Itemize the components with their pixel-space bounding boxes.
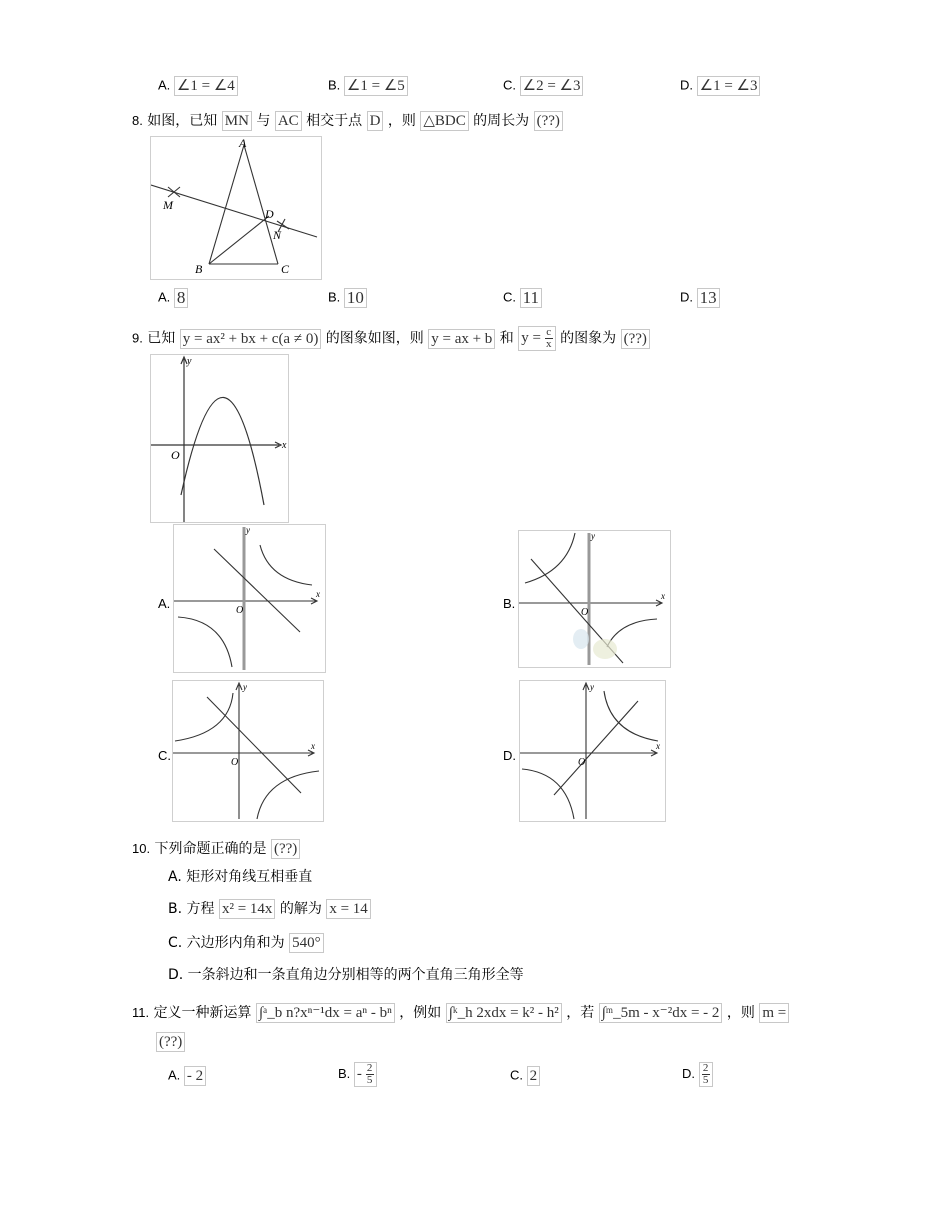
q11-stem: [132, 1002, 789, 1023]
math-expression: ∠1 = ∠3: [697, 76, 761, 96]
x-axis-label: x: [282, 440, 287, 451]
y-axis-label: y: [591, 531, 595, 541]
denominator: 5: [366, 1074, 373, 1086]
stem-text: 的图象如图，则: [325, 330, 424, 347]
stem-text: 与: [256, 113, 271, 129]
option-value: 10: [344, 288, 367, 308]
q9-option-b-graph[interactable]: [518, 530, 671, 668]
origin-label: O: [231, 757, 239, 768]
q10-option-c[interactable]: [168, 932, 324, 953]
answer-blank: (??): [534, 111, 563, 131]
y-axis-label: y: [187, 356, 192, 367]
point-n-label: N: [273, 228, 282, 242]
point-d-label: D: [265, 207, 274, 221]
y-axis-label: y: [243, 682, 247, 692]
math-expression: ∫ᵐ_5m - x⁻²dx = - 2: [599, 1003, 723, 1023]
origin-label: O: [171, 448, 180, 462]
origin-label: O: [581, 607, 589, 618]
math-expression: MN: [222, 111, 252, 131]
q8-option-c[interactable]: [503, 288, 542, 308]
q11-option-d[interactable]: [682, 1062, 713, 1087]
fraction: [702, 1063, 710, 1086]
math-expression: ∠1 = ∠4: [174, 76, 238, 96]
y-axis-label: y: [246, 525, 250, 535]
stem-text: 定义一种新运算: [153, 1005, 252, 1021]
option-letter: B.: [328, 77, 341, 93]
stem-text: ，例如: [399, 1005, 442, 1021]
q9-option-d-letter[interactable]: D.: [503, 748, 516, 763]
q11-option-c[interactable]: [510, 1066, 540, 1086]
option-letter: A.: [158, 289, 171, 305]
math-expression: m =: [759, 1003, 789, 1023]
question-number: 8.: [132, 113, 143, 128]
q10-option-d[interactable]: D. 一条斜边和一条直角边分别相等的两个直角三角形全等: [168, 967, 524, 983]
stem-text: 如图，已知: [147, 113, 218, 129]
option-letter: A.: [158, 77, 171, 93]
q11-option-b[interactable]: [338, 1062, 377, 1087]
answer-blank: (??): [271, 839, 300, 859]
option-letter: B.: [328, 289, 341, 305]
option-letter: D.: [680, 289, 693, 305]
option-text: 的解为: [279, 901, 322, 917]
q9-stem: [132, 326, 650, 351]
math-expression: [518, 326, 555, 351]
option-value: 13: [697, 288, 720, 308]
math-expression: y = ax² + bx + c(a ≠ 0): [180, 329, 322, 349]
q8-option-a[interactable]: [158, 288, 188, 308]
q8-stem: [132, 110, 563, 131]
q11-stem-continued: [156, 1032, 185, 1052]
option-value: 11: [520, 288, 542, 308]
x-axis-label: x: [656, 741, 660, 751]
stem-text: 和: [499, 330, 514, 347]
stem-text: 的周长为: [473, 113, 530, 129]
denominator: 5: [702, 1074, 709, 1086]
option-text: C. 六边形内角和为: [168, 935, 285, 951]
q9-option-b-letter[interactable]: B.: [503, 596, 516, 611]
option-letter: C.: [503, 289, 516, 305]
q8-option-b[interactable]: [328, 288, 367, 308]
q10-stem: [132, 838, 300, 859]
q9-option-a-graph[interactable]: [173, 524, 326, 673]
math-expression: ∠1 = ∠5: [344, 76, 408, 96]
stem-text: 下列命题正确的是: [154, 841, 267, 857]
q7-option-d[interactable]: [680, 76, 760, 96]
answer-blank: (??): [621, 329, 650, 349]
point-b-label: B: [195, 262, 203, 276]
q11-option-a[interactable]: [168, 1066, 206, 1086]
option-letter: D.: [682, 1065, 695, 1081]
point-a-label: A: [239, 137, 247, 150]
q9-option-d-graph[interactable]: [519, 680, 666, 822]
q7-option-b[interactable]: [328, 76, 408, 96]
answer-blank: (??): [156, 1032, 185, 1052]
math-expression: y = ax + b: [428, 329, 495, 349]
option-letter: D.: [680, 77, 693, 93]
option-text: B. 方程: [168, 901, 215, 917]
option-value: 2: [527, 1066, 541, 1086]
stem-text: ，若: [566, 1005, 595, 1021]
origin-label: O: [578, 757, 586, 768]
stem-text: 相交于点: [306, 113, 363, 129]
x-axis-label: x: [316, 589, 320, 599]
question-number: 10.: [132, 841, 151, 856]
stem-text: ，则: [387, 113, 416, 129]
math-expression: D: [367, 111, 384, 131]
q9-parabola-figure: [150, 354, 289, 523]
stem-text: 已知: [147, 330, 176, 347]
y-axis-label: y: [590, 682, 594, 692]
point-c-label: C: [281, 262, 290, 276]
q8-option-d[interactable]: [680, 288, 720, 308]
q9-option-c-graph[interactable]: [172, 680, 324, 822]
math-expression: ∫ᵃ_b n?xⁿ⁻¹dx = aⁿ - bⁿ: [256, 1003, 395, 1023]
numerator: c: [546, 326, 552, 338]
question-number: 11.: [132, 1005, 150, 1020]
fraction: [366, 1063, 374, 1086]
math-expression: x = 14: [326, 899, 370, 919]
option-value: 8: [174, 288, 189, 308]
option-letter: A.: [168, 1067, 181, 1083]
denominator: x: [545, 338, 552, 350]
math-expression: AC: [275, 111, 302, 131]
option-value: - 2: [184, 1066, 206, 1086]
math-lhs: y =: [521, 329, 541, 346]
x-axis-label: x: [661, 591, 665, 601]
math-expression: △BDC: [420, 111, 468, 131]
q8-triangle-figure: [150, 136, 322, 280]
q7-option-a[interactable]: [158, 76, 238, 96]
option-letter: B.: [338, 1065, 351, 1081]
option-value: [699, 1062, 713, 1087]
sign: -: [356, 1065, 362, 1082]
option-letter: C.: [503, 77, 516, 93]
numerator: 2: [702, 1062, 709, 1074]
math-expression: x² = 14x: [219, 899, 275, 919]
origin-label: O: [236, 605, 244, 616]
option-value: [354, 1062, 377, 1087]
point-m-label: M: [163, 198, 173, 212]
q10-option-b[interactable]: [168, 898, 371, 919]
stem-text: ，则: [726, 1005, 755, 1021]
q9-option-a-letter[interactable]: A.: [158, 596, 171, 611]
q10-option-a[interactable]: A. 矩形对角线互相垂直: [168, 869, 313, 885]
question-number: 9.: [132, 330, 143, 346]
math-expression: ∫ᵏ_h 2xdx = k² - h²: [446, 1003, 562, 1023]
numerator: 2: [366, 1062, 373, 1074]
q7-option-c[interactable]: [503, 76, 583, 96]
math-expression: ∠2 = ∠3: [520, 76, 584, 96]
option-letter: C.: [510, 1067, 523, 1083]
x-axis-label: x: [311, 741, 315, 751]
fraction: [545, 327, 553, 350]
stem-text: 的图象为: [560, 330, 617, 347]
math-expression: 540°: [289, 933, 324, 953]
q9-option-c-letter[interactable]: C.: [158, 748, 171, 763]
